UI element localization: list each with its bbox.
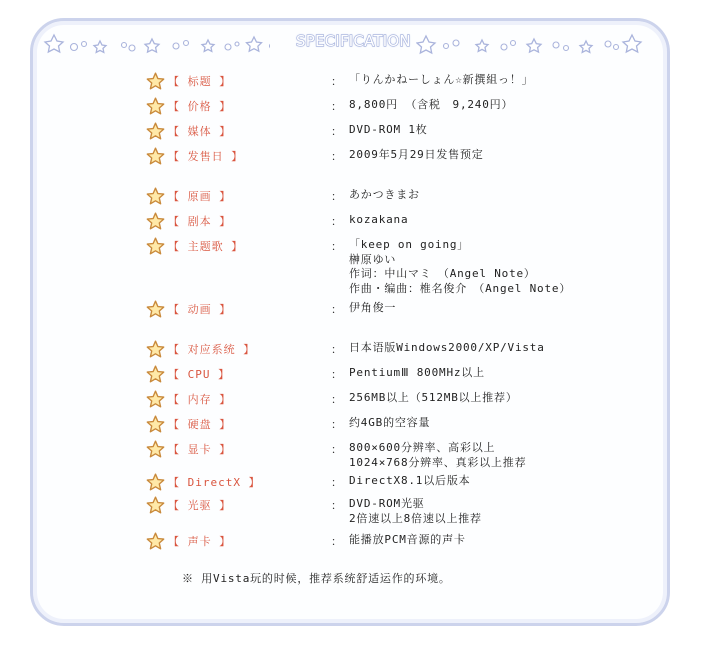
star-bullet-icon: [146, 147, 165, 166]
footnote: ※ 用Vista玩的时候，推荐系统舒适运作的环境。: [182, 572, 451, 585]
spec-colon: ：: [331, 190, 342, 203]
spec-value: [349, 301, 396, 316]
spec-colon: ：: [331, 75, 342, 88]
star-bullet-icon: [146, 237, 165, 256]
star-bullet-icon: [146, 496, 165, 515]
spec-value: [349, 341, 545, 356]
spec-label: 【 动画 】: [168, 303, 232, 316]
spec-value-line: DVD-ROM光驱: [349, 497, 425, 510]
spec-value: [349, 123, 428, 138]
star-bullet-icon: [146, 97, 165, 116]
star-bullet-icon: [146, 415, 165, 434]
spec-value: [349, 148, 484, 163]
spec-value: [349, 416, 430, 431]
spec-value: [349, 533, 466, 548]
spec-value: [349, 98, 513, 113]
star-bullet-icon: [146, 187, 165, 206]
spec-colon: ：: [331, 240, 342, 253]
star-bullet-icon: [146, 440, 165, 459]
star-bullet-icon: [146, 532, 165, 551]
spec-value-line: PentiumⅢ 800MHz以上: [349, 366, 485, 379]
spec-colon: ：: [331, 343, 342, 356]
spec-colon: ：: [331, 499, 342, 512]
spec-colon: ：: [331, 393, 342, 406]
star-bullet-icon: [146, 212, 165, 231]
spec-value: [349, 391, 518, 406]
spec-label: 【 价格 】: [168, 100, 232, 113]
spec-label: 【 剧本 】: [168, 215, 232, 228]
spec-value: [349, 441, 526, 470]
star-bullet-icon: [146, 122, 165, 141]
stars-decoration-left-icon: [40, 30, 270, 60]
spec-colon: ：: [331, 100, 342, 113]
spec-value: [349, 497, 482, 526]
spec-value-line: kozakana: [349, 213, 409, 226]
spec-colon: ：: [331, 125, 342, 138]
spec-colon: ：: [331, 303, 342, 316]
spec-label: 【 标题 】: [168, 75, 232, 88]
spec-value-line: 榊原ゆい: [349, 252, 397, 266]
spec-label: 【 声卡 】: [168, 535, 232, 548]
spec-value-line: あかつきまお: [349, 188, 420, 201]
spec-label: 【 CPU 】: [168, 368, 231, 381]
spec-value-line: 作词：中山マミ （Angel Note）: [349, 267, 536, 280]
spec-value-line: 256MB以上（512MB以上推荐）: [349, 391, 518, 404]
spec-colon: ：: [331, 418, 342, 431]
spec-value: [349, 73, 533, 88]
spec-label: 【 原画 】: [168, 190, 232, 203]
spec-value-line: 作曲・编曲：椎名俊介 （Angel Note）: [349, 281, 572, 295]
spec-colon: ：: [331, 476, 342, 489]
spec-value-line: DVD-ROM 1枚: [349, 123, 428, 136]
spec-colon: ：: [331, 150, 342, 163]
spec-value-line: 约4GB的空容量: [349, 416, 431, 429]
spec-label: 【 硬盘 】: [168, 418, 232, 431]
spec-value-line: 2倍速以上8倍速以上推荐: [349, 511, 482, 525]
spec-label: 【 光驱 】: [168, 499, 232, 512]
spec-value-line: 8,800円 （含税 9,240円）: [349, 98, 514, 111]
spec-label: 【 主题歌 】: [168, 240, 244, 253]
spec-colon: ：: [331, 368, 342, 381]
star-bullet-icon: [146, 365, 165, 384]
spec-label: 【 媒体 】: [168, 125, 232, 138]
spec-label: 【 发售日 】: [168, 150, 244, 163]
spec-label: 【 对应系统 】: [168, 343, 256, 356]
spec-colon: ：: [331, 535, 342, 548]
spec-value-line: 2009年5月29日发售预定: [349, 148, 484, 161]
spec-value-line: 「keep on going」: [349, 238, 470, 251]
star-bullet-icon: [146, 390, 165, 409]
star-bullet-icon: [146, 72, 165, 91]
spec-colon: ：: [331, 443, 342, 456]
spec-label: 【 DirectX 】: [168, 476, 261, 489]
spec-value-line: 伊角俊一: [349, 301, 397, 314]
spec-value: [349, 474, 470, 489]
title-bar: [40, 30, 660, 60]
spec-value-line: 800×600分辨率、高彩以上: [349, 441, 496, 454]
spec-value: [349, 366, 485, 381]
spec-label: 【 内存 】: [168, 393, 232, 406]
spec-value-line: 日本语版Windows2000/XP/Vista: [349, 341, 545, 354]
spec-value: [349, 238, 571, 296]
stars-decoration-right-icon: [416, 30, 646, 60]
star-bullet-icon: [146, 473, 165, 492]
spec-value-line: 1024×768分辨率、真彩以上推荐: [349, 455, 527, 469]
spec-value-line: 能播放PCM音源的声卡: [349, 533, 466, 546]
spec-value: [349, 213, 408, 228]
spec-colon: ：: [331, 215, 342, 228]
star-bullet-icon: [146, 340, 165, 359]
page-title: SPECIFICATION: [296, 32, 411, 50]
spec-value-line: DirectX8.1以后版本: [349, 474, 471, 487]
spec-value: [349, 188, 420, 203]
spec-value-line: 「りんかねーしょん☆新撰組っ！」: [349, 73, 534, 86]
star-bullet-icon: [146, 300, 165, 319]
spec-label: 【 显卡 】: [168, 443, 232, 456]
